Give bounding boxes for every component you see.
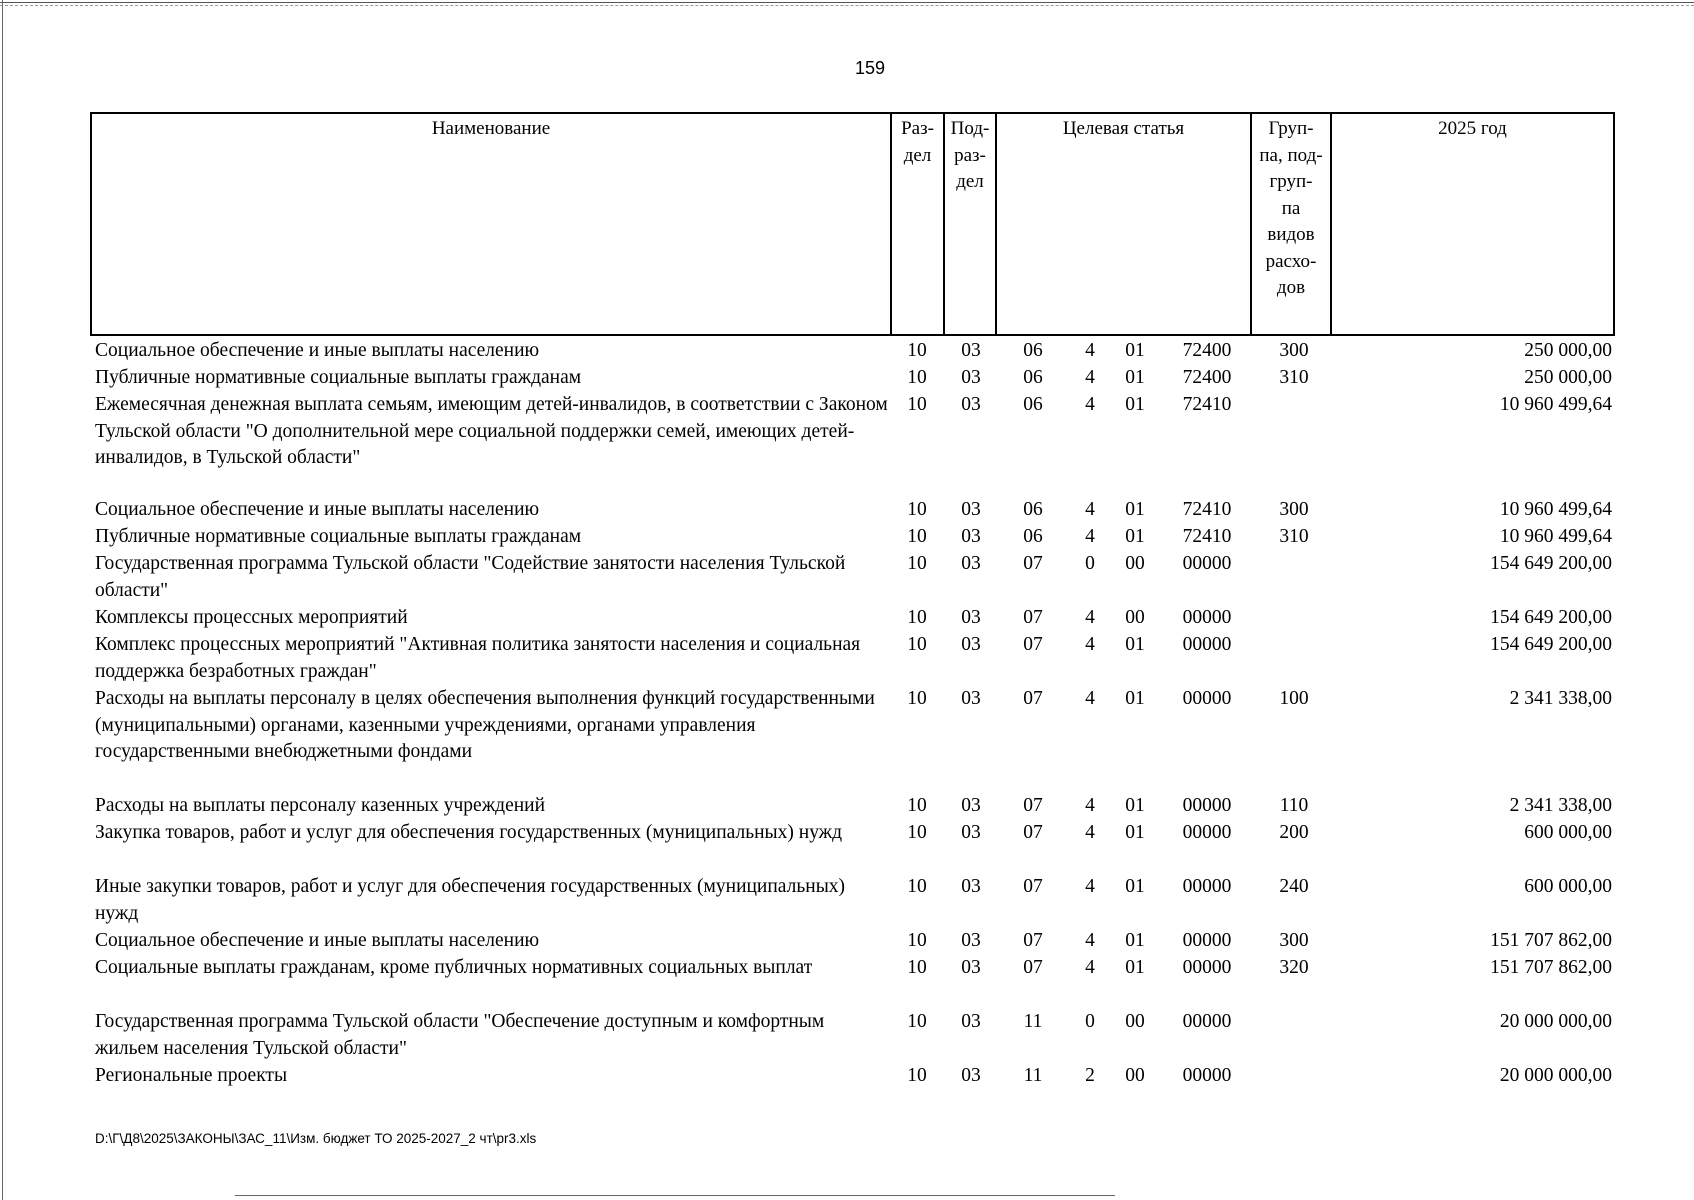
row-name: Государственная программа Тульской области "Обеспечение доступным и комфортным жильем населения Тульской области" bbox=[95, 1011, 825, 1059]
row-event-code: 01 bbox=[1125, 634, 1145, 655]
row-program-code: 06 bbox=[1023, 394, 1043, 415]
row-direction-code: 72410 bbox=[1182, 499, 1232, 520]
row-amount: 20 000 000,00 bbox=[1499, 1065, 1612, 1086]
row-subprogram-code: 4 bbox=[1085, 957, 1095, 978]
row-name: Иные закупки товаров, работ и услуг для обеспечения государственных (муниципальных) нужд bbox=[95, 876, 846, 924]
row-podrazdel: 03 bbox=[961, 340, 981, 361]
row-program-code: 07 bbox=[1023, 822, 1043, 843]
row-expense-group: 300 bbox=[1279, 340, 1309, 361]
row-expense-group: 110 bbox=[1279, 795, 1309, 816]
row-expense-group: 300 bbox=[1279, 499, 1309, 520]
row-podrazdel: 03 bbox=[961, 1065, 981, 1086]
row-subprogram-code: 4 bbox=[1085, 795, 1095, 816]
row-direction-code: 00000 bbox=[1182, 688, 1232, 709]
row-expense-group: 200 bbox=[1279, 822, 1309, 843]
scan-edge-top bbox=[0, 2, 1694, 6]
row-subprogram-code: 4 bbox=[1085, 822, 1095, 843]
header-line: дов bbox=[1276, 277, 1306, 298]
row-name: Расходы на выплаты персоналу казенных учреждений bbox=[95, 795, 546, 816]
row-podrazdel: 03 bbox=[961, 499, 981, 520]
row-razdel: 10 bbox=[907, 607, 927, 628]
scan-edge-bottom bbox=[235, 1195, 1115, 1196]
row-razdel: 10 bbox=[907, 930, 927, 951]
row-podrazdel: 03 bbox=[961, 795, 981, 816]
row-expense-group: 240 bbox=[1279, 876, 1309, 897]
header-line: дел bbox=[903, 144, 932, 166]
row-podrazdel: 03 bbox=[961, 876, 981, 897]
row-event-code: 01 bbox=[1125, 876, 1145, 897]
header-name: Наименование bbox=[431, 118, 551, 139]
row-event-code: 00 bbox=[1125, 1065, 1145, 1086]
row-expense-group: 320 bbox=[1279, 957, 1309, 978]
row-event-code: 00 bbox=[1125, 553, 1145, 574]
row-podrazdel: 03 bbox=[961, 526, 981, 547]
row-podrazdel: 03 bbox=[961, 607, 981, 628]
row-name: Публичные нормативные социальные выплаты гражданам bbox=[95, 526, 582, 547]
row-amount: 154 649 200,00 bbox=[1490, 607, 1612, 628]
row-direction-code: 72410 bbox=[1182, 394, 1232, 415]
row-program-code: 06 bbox=[1023, 526, 1043, 547]
row-amount: 250 000,00 bbox=[1524, 367, 1612, 388]
header-line: раз- bbox=[954, 144, 986, 166]
row-amount: 10 960 499,64 bbox=[1499, 394, 1612, 415]
row-event-code: 01 bbox=[1125, 526, 1145, 547]
header-group bbox=[1250, 114, 1330, 334]
row-subprogram-code: 4 bbox=[1085, 607, 1095, 628]
row-razdel: 10 bbox=[907, 553, 927, 574]
row-podrazdel: 03 bbox=[961, 553, 981, 574]
row-direction-code: 00000 bbox=[1182, 822, 1232, 843]
row-razdel: 10 bbox=[907, 876, 927, 897]
row-name: Закупка товаров, работ и услуг для обеспечения государственных (муниципальных) нужд bbox=[95, 822, 843, 843]
row-subprogram-code: 4 bbox=[1085, 876, 1095, 897]
row-razdel: 10 bbox=[907, 1011, 927, 1032]
row-event-code: 00 bbox=[1125, 607, 1145, 628]
row-subprogram-code: 4 bbox=[1085, 394, 1095, 415]
row-podrazdel: 03 bbox=[961, 822, 981, 843]
row-subprogram-code: 2 bbox=[1085, 1065, 1095, 1086]
row-event-code: 00 bbox=[1125, 1011, 1145, 1032]
header-line: па, под- bbox=[1259, 144, 1323, 166]
row-amount: 20 000 000,00 bbox=[1499, 1011, 1612, 1032]
row-direction-code: 72400 bbox=[1182, 340, 1232, 361]
row-amount: 151 707 862,00 bbox=[1490, 930, 1612, 951]
row-razdel: 10 bbox=[907, 688, 927, 709]
row-direction-code: 00000 bbox=[1182, 1011, 1232, 1032]
row-subprogram-code: 0 bbox=[1085, 553, 1095, 574]
row-name: Ежемесячная денежная выплата семьям, имеющим детей-инвалидов, в соответствии с Законом Тульской области "О дополнительной мере социальной поддержки семей, имеющих детей-инвалидов, в Тульской области" bbox=[95, 394, 888, 468]
row-subprogram-code: 0 bbox=[1085, 1011, 1095, 1032]
row-event-code: 01 bbox=[1125, 688, 1145, 709]
header-line: дел bbox=[956, 171, 984, 192]
row-direction-code: 00000 bbox=[1182, 553, 1232, 574]
row-razdel: 10 bbox=[907, 526, 927, 547]
row-subprogram-code: 4 bbox=[1085, 367, 1095, 388]
row-name: Социальные выплаты гражданам, кроме публичных нормативных социальных выплат bbox=[95, 957, 813, 978]
row-amount: 2 341 338,00 bbox=[1509, 795, 1612, 816]
row-razdel: 10 bbox=[907, 367, 927, 388]
row-program-code: 07 bbox=[1023, 688, 1043, 709]
row-razdel: 10 bbox=[907, 795, 927, 816]
row-expense-group: 310 bbox=[1279, 526, 1309, 547]
row-direction-code: 72410 bbox=[1182, 526, 1232, 547]
row-name: Социальное обеспечение и иные выплаты населению bbox=[95, 499, 540, 520]
row-podrazdel: 03 bbox=[961, 930, 981, 951]
row-subprogram-code: 4 bbox=[1085, 688, 1095, 709]
header-line: Груп- bbox=[1268, 118, 1314, 139]
row-event-code: 01 bbox=[1125, 367, 1145, 388]
row-razdel: 10 bbox=[907, 822, 927, 843]
header-line: па bbox=[1281, 197, 1301, 219]
row-event-code: 01 bbox=[1125, 394, 1145, 415]
row-program-code: 07 bbox=[1023, 930, 1043, 951]
row-direction-code: 00000 bbox=[1182, 957, 1232, 978]
row-program-code: 07 bbox=[1023, 795, 1043, 816]
row-amount: 250 000,00 bbox=[1524, 340, 1612, 361]
row-amount: 10 960 499,64 bbox=[1499, 499, 1612, 520]
row-event-code: 01 bbox=[1125, 795, 1145, 816]
row-program-code: 07 bbox=[1023, 876, 1043, 897]
scan-edge-left bbox=[2, 0, 5, 1200]
row-name: Комплексы процессных мероприятий bbox=[95, 607, 408, 628]
table-header bbox=[90, 112, 1615, 336]
row-name: Расходы на выплаты персоналу в целях обеспечения выполнения функций государственными (муниципальными) органами, казенными учреждениями, органами управления государственными внебюджетными фондами bbox=[95, 688, 875, 762]
page-number: 159 bbox=[854, 58, 886, 78]
row-program-code: 07 bbox=[1023, 957, 1043, 978]
row-direction-code: 00000 bbox=[1182, 1065, 1232, 1086]
row-podrazdel: 03 bbox=[961, 957, 981, 978]
header-line: груп- bbox=[1269, 171, 1313, 192]
row-podrazdel: 03 bbox=[961, 1011, 981, 1032]
footer-file-path: D:\Г\Д8\2025\ЗАКОНЫ\ЗАС_11\Изм. бюджет ТО 2025-2027_2 чт\pr3.xls bbox=[95, 1131, 537, 1146]
header-year: 2025 год bbox=[1330, 114, 1613, 334]
row-name: Региональные проекты bbox=[95, 1065, 288, 1086]
row-direction-code: 72400 bbox=[1182, 367, 1232, 388]
row-direction-code: 00000 bbox=[1182, 930, 1232, 951]
row-podrazdel: 03 bbox=[961, 367, 981, 388]
row-event-code: 01 bbox=[1125, 340, 1145, 361]
row-amount: 10 960 499,64 bbox=[1499, 526, 1612, 547]
row-subprogram-code: 4 bbox=[1085, 499, 1095, 520]
row-razdel: 10 bbox=[907, 1065, 927, 1086]
header-line: видов bbox=[1267, 224, 1315, 245]
row-event-code: 01 bbox=[1125, 957, 1145, 978]
row-name: Социальное обеспечение и иные выплаты населению bbox=[95, 340, 540, 361]
row-program-code: 07 bbox=[1023, 607, 1043, 628]
row-event-code: 01 bbox=[1125, 499, 1145, 520]
row-razdel: 10 bbox=[907, 499, 927, 520]
row-amount: 151 707 862,00 bbox=[1490, 957, 1612, 978]
row-program-code: 11 bbox=[1023, 1011, 1043, 1032]
row-podrazdel: 03 bbox=[961, 394, 981, 415]
row-name: Комплекс процессных мероприятий "Активная политика занятости населения и социальная поддержка безработных граждан" bbox=[95, 634, 861, 682]
header-line: Под- bbox=[950, 118, 990, 139]
row-expense-group: 300 bbox=[1279, 930, 1309, 951]
row-amount: 600 000,00 bbox=[1524, 876, 1612, 897]
row-podrazdel: 03 bbox=[961, 688, 981, 709]
row-program-code: 06 bbox=[1023, 499, 1043, 520]
row-subprogram-code: 4 bbox=[1085, 634, 1095, 655]
row-program-code: 11 bbox=[1023, 1065, 1043, 1086]
row-amount: 154 649 200,00 bbox=[1490, 634, 1612, 655]
header-razdel bbox=[890, 114, 943, 334]
row-program-code: 06 bbox=[1023, 340, 1043, 361]
row-razdel: 10 bbox=[907, 340, 927, 361]
row-razdel: 10 bbox=[907, 634, 927, 655]
header-line: расхо- bbox=[1265, 250, 1317, 272]
row-direction-code: 00000 bbox=[1182, 607, 1232, 628]
header-podrazdel bbox=[943, 114, 995, 334]
row-razdel: 10 bbox=[907, 957, 927, 978]
row-program-code: 07 bbox=[1023, 553, 1043, 574]
row-event-code: 01 bbox=[1125, 930, 1145, 951]
row-subprogram-code: 4 bbox=[1085, 340, 1095, 361]
row-expense-group: 100 bbox=[1279, 688, 1309, 709]
row-direction-code: 00000 bbox=[1182, 634, 1232, 655]
row-amount: 600 000,00 bbox=[1524, 822, 1612, 843]
header-target-article: Целевая статья bbox=[995, 114, 1250, 334]
row-amount: 2 341 338,00 bbox=[1509, 688, 1612, 709]
row-program-code: 07 bbox=[1023, 634, 1043, 655]
row-event-code: 01 bbox=[1125, 822, 1145, 843]
row-name: Социальное обеспечение и иные выплаты населению bbox=[95, 930, 540, 951]
row-direction-code: 00000 bbox=[1182, 795, 1232, 816]
row-program-code: 06 bbox=[1023, 367, 1043, 388]
row-amount: 154 649 200,00 bbox=[1490, 553, 1612, 574]
row-expense-group: 310 bbox=[1279, 367, 1309, 388]
row-razdel: 10 bbox=[907, 394, 927, 415]
row-subprogram-code: 4 bbox=[1085, 930, 1095, 951]
row-subprogram-code: 4 bbox=[1085, 526, 1095, 547]
row-name: Государственная программа Тульской области "Содействие занятости населения Тульской области" bbox=[95, 553, 846, 601]
header-line: Раз- bbox=[901, 118, 934, 139]
row-direction-code: 00000 bbox=[1182, 876, 1232, 897]
row-podrazdel: 03 bbox=[961, 634, 981, 655]
row-name: Публичные нормативные социальные выплаты гражданам bbox=[95, 367, 582, 388]
